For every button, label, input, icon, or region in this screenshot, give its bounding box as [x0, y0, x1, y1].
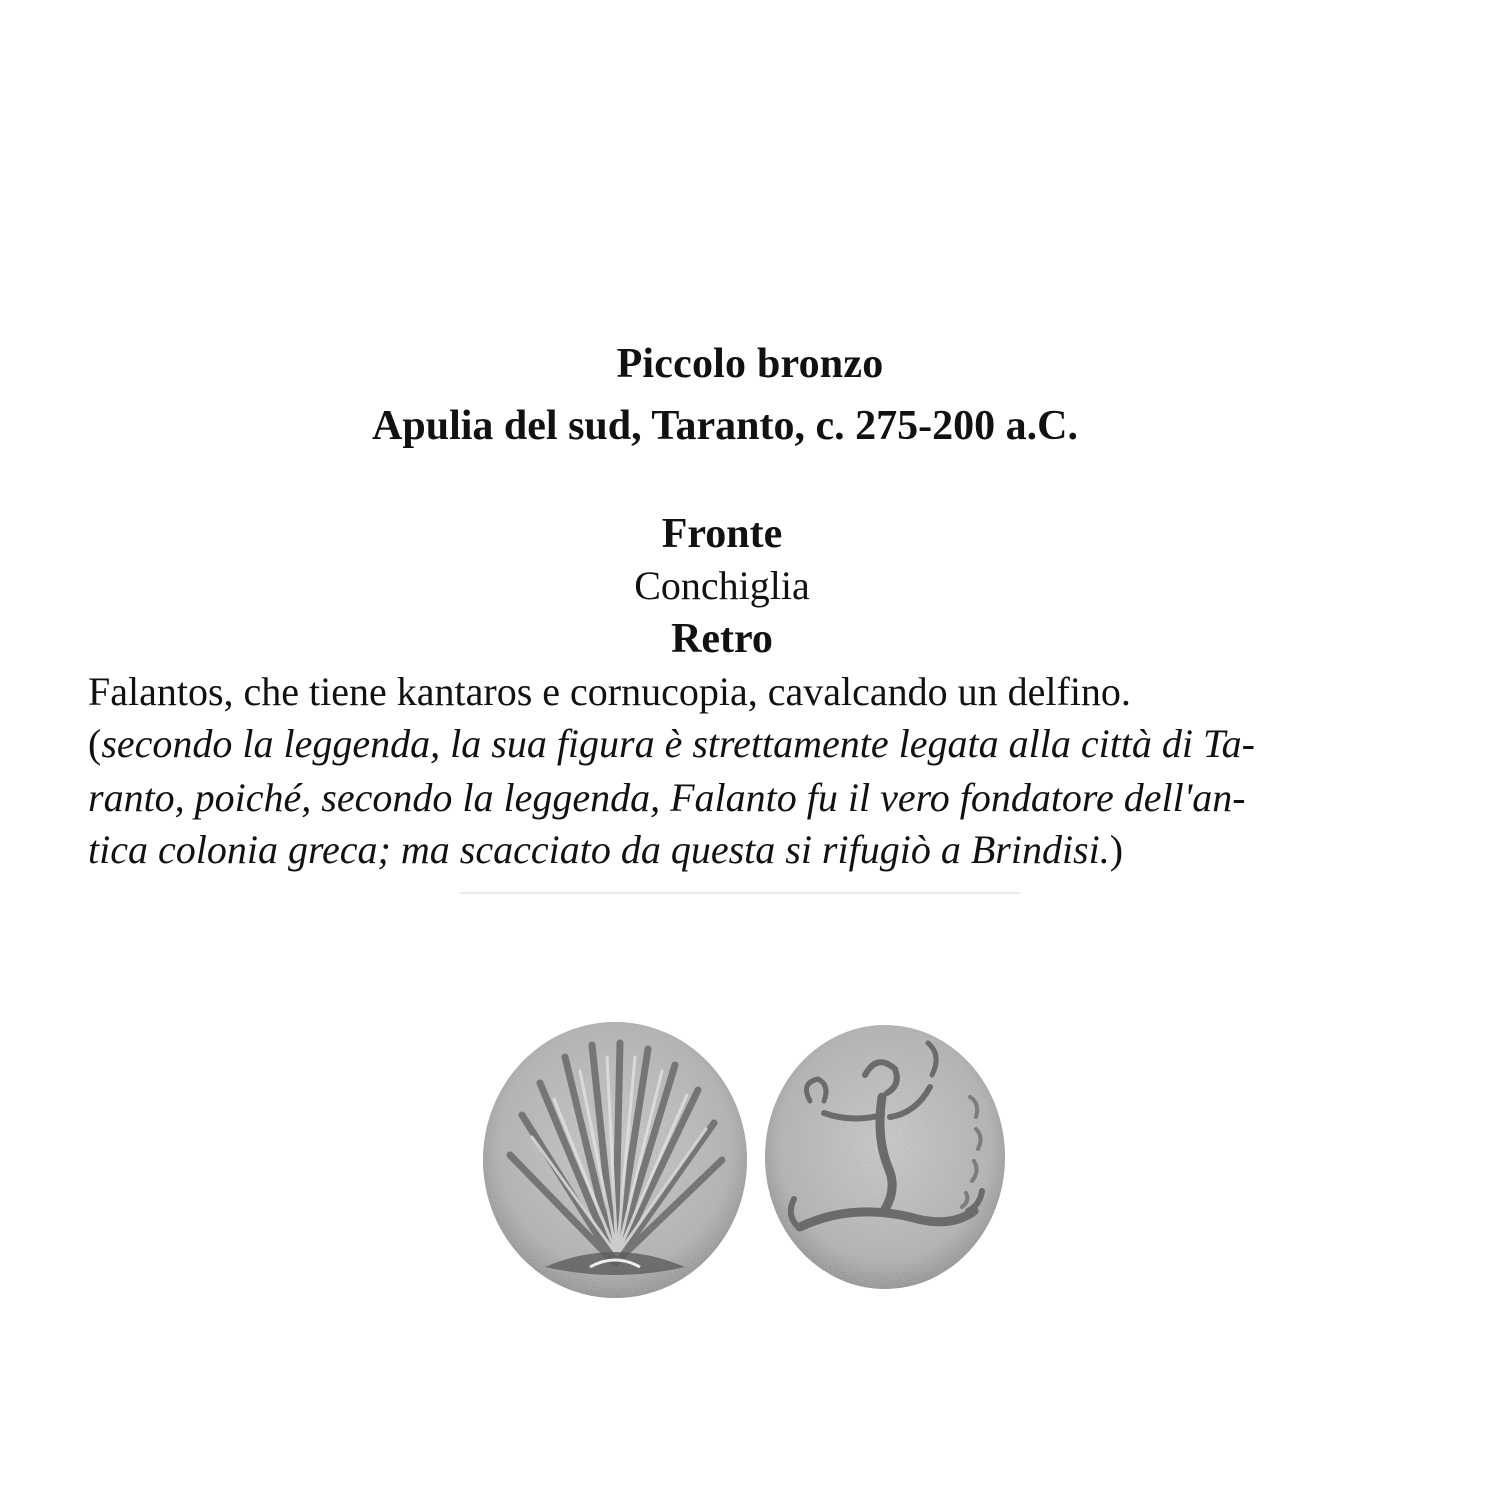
note-line-1: [88, 720, 1255, 767]
note-line-3: [88, 826, 1123, 873]
note-text-3: tica colonia greca; ma scacciato da questa si rifugiò a Brindisi.: [88, 827, 1110, 872]
reverse-heading: Retro: [671, 616, 773, 662]
note-line-2: ranto, poiché, secondo la leggenda, Falanto fu il vero fondatore dell'an-: [88, 775, 1246, 820]
page-title: Piccolo bronzo: [616, 341, 884, 387]
note-close-paren: ): [1109, 827, 1124, 872]
separator: [460, 892, 1020, 894]
coin-obverse-shell: [470, 1005, 750, 1315]
coin-reverse-dolphin-rider: [760, 1005, 1010, 1315]
obverse-description: Conchiglia: [634, 563, 810, 608]
page-subtitle: Apulia del sud, Taranto, c. 275-200 a.C.: [372, 403, 1078, 449]
reverse-description: Falantos, che tiene kantaros e cornucopia, cavalcando un delfino.: [88, 669, 1131, 714]
note-text-1: secondo la leggenda, la sua figura è strettamente legata alla città di Ta-: [101, 721, 1255, 766]
note-open-paren: (: [88, 721, 102, 766]
coin-photo: [470, 1005, 1010, 1315]
obverse-heading: Fronte: [661, 511, 783, 557]
